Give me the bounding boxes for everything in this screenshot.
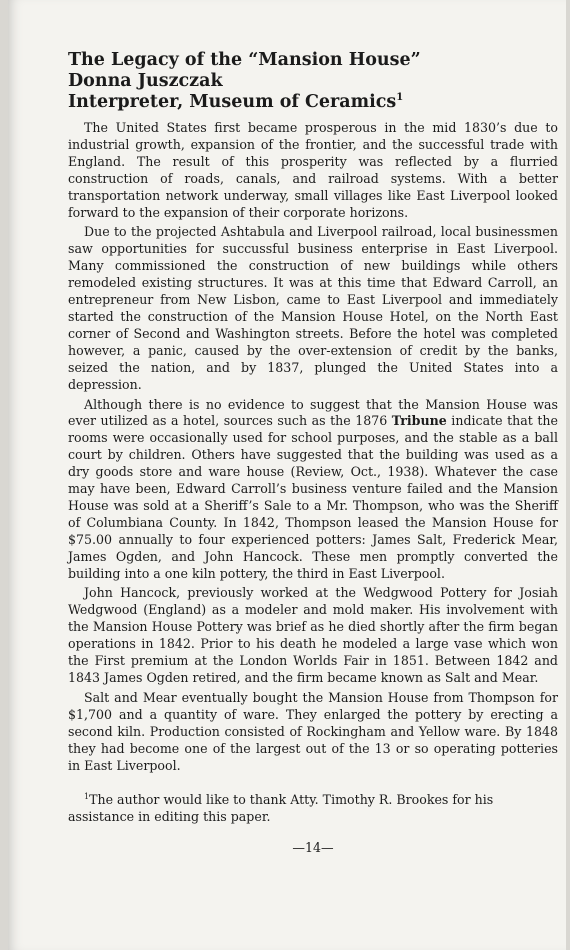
tribune-reference: Tribune: [391, 413, 447, 429]
article-heading: [68, 50, 558, 113]
page-content: [68, 50, 558, 855]
paragraph-5: Salt and Mear eventually bought the Mansion House from Thompson for $1,700 and a quantity of ware. They enlarged the pottery by erecting a second kiln. Production consisted of Rockingham and Yellow ware. By 1848 they had become one of the largest out of the 13 or so operating potteries in East Liverpool.: [68, 689, 558, 773]
paragraph-3-end: indicate that the rooms were occasionally used for school purposes, and the stable as a ball court by children. Others have suggested that the building was used as a dry goods store and ware house (Review, Oct., 1938). Whatever the case may have been, Edward Carroll’s business venture failed and the Mansion House was sold at a Sheriff’s Sale to a Mr. Thompson, who was the Sheriff of Columbiana County. In 1842, Thompson leased the Mansion House for $75.00 annually to four experienced potters: James Salt, Frederick Mear, James Ogden, and John Hancock. These men promptly converted the building into a one kiln pottery, the third in East Liverpool.: [68, 413, 558, 581]
author-affiliation: Interpreter, Museum of Ceramics: [68, 92, 397, 112]
paragraph-2: Due to the projected Ashtabula and Liverpool railroad, local businessmen saw opportunities for succussful business enterprise in East Liverpool. Many commissioned the construction of new buildings while others remodeled existing structures. It was at this time that Edward Carroll, an entrepreneur from New Lisbon, came to East Liverpool and immediately started the construction of the Mansion House Hotel, on the North East corner of Second and Washington streets. Before the hotel was completed however, a panic, caused by the over-extension of credit by the banks, seized the nation, and by 1837, plunged the United States into a depression.: [68, 224, 558, 392]
paragraph-3: [68, 397, 558, 583]
title-footnote-marker: 1: [396, 92, 404, 104]
article-body: [68, 120, 558, 774]
footnote-marker: 1: [84, 792, 90, 802]
paragraph-3-start: Although there is no evidence to suggest that the Mansion House was ever utilized as a hotel, sources such as the 1876: [68, 396, 558, 429]
footnote: [68, 792, 558, 826]
paragraph-4: John Hancock, previously worked at the Wedgwood Pottery for Josiah Wedgwood (England) as a modeler and mold maker. His involvement with the Mansion House Pottery was brief as he died shortly after the firm began operations in 1842. Prior to his death he modeled a large vase which won the First premium at the London Worlds Fair in 1851. Between 1842 and 1843 James Ogden retired, and the firm became known as Salt and Mear.: [68, 585, 558, 685]
article-title: The Legacy of the “Mansion House”: [68, 50, 421, 70]
footnote-text: The author would like to thank Atty. Timothy R. Brookes for his assistance in editing this paper.: [68, 792, 494, 825]
page-number: —14—: [292, 840, 334, 856]
author-name: Donna Juszczak: [68, 71, 223, 91]
book-page: [8, 0, 566, 950]
paragraph-1: The United States first became prosperous in the mid 1830’s due to industrial growth, expansion of the frontier, and the successful trade with England. The result of this prosperity was reflected by a flurried construction of roads, canals, and railroad systems. With a better transportation network underway, small villages like East Liverpool looked forward to the expansion of their corporate horizons.: [68, 120, 558, 220]
